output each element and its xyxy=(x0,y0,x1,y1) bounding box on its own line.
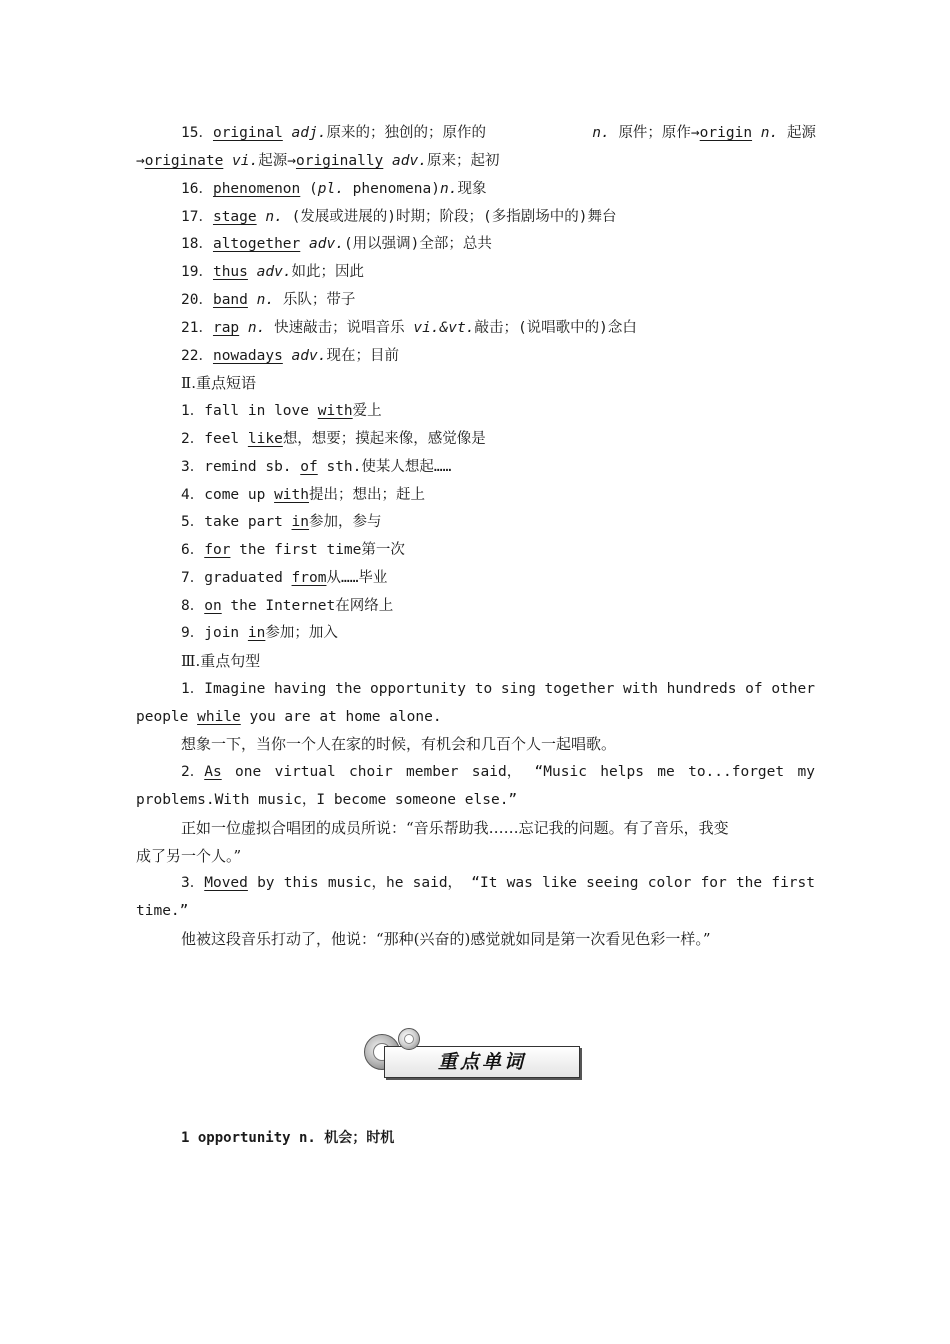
answer-word: Moved xyxy=(204,875,248,891)
word: of xyxy=(745,681,763,697)
word: my xyxy=(797,764,815,780)
word: having xyxy=(274,681,327,697)
meaning: 爱上 xyxy=(352,403,382,419)
word: member xyxy=(406,764,459,780)
word: sing xyxy=(500,681,536,697)
meaning: (发展或进展的)时期；阶段；(多指剧场中的)舞台 xyxy=(291,209,617,225)
meaning: 参加，参与 xyxy=(309,514,382,530)
answer-word: like xyxy=(247,431,283,447)
word: opportunity xyxy=(370,681,467,697)
word: hundreds xyxy=(666,681,737,697)
part-of-speech: adv. xyxy=(256,264,292,280)
part-of-speech: n. xyxy=(439,181,458,197)
section-banner xyxy=(364,1028,584,1082)
answer-word: from xyxy=(291,570,327,586)
answer-word: nowadays xyxy=(212,348,283,364)
answer-word: originally xyxy=(295,153,384,169)
phrase-item xyxy=(181,485,425,505)
meaning: 现象 xyxy=(457,181,487,197)
item-number: 8． xyxy=(181,598,205,614)
phrase-item xyxy=(181,512,382,532)
answer-word: origin xyxy=(699,125,753,141)
meaning: 想，想要；摸起来像，感觉像是 xyxy=(282,431,486,447)
answer-word: thus xyxy=(212,264,248,280)
phrase-text: come up xyxy=(204,487,275,503)
meaning: 提出；想出；赶上 xyxy=(309,487,425,503)
part-of-speech: vi. xyxy=(232,153,259,169)
phrase-text: fall in love xyxy=(204,403,318,419)
vocab-item-20 xyxy=(181,290,355,310)
word: to...forget xyxy=(688,764,785,780)
vocab-entry-heading: 1 opportunity n. 机会；时机 xyxy=(181,1130,395,1146)
part-of-speech: n. xyxy=(247,320,266,336)
item-number: 7． xyxy=(181,570,205,586)
answer-word: with xyxy=(274,487,309,503)
sentence-text: people xyxy=(136,709,198,725)
word: to xyxy=(474,681,493,697)
answer-word: original xyxy=(212,125,283,141)
meaning: 起源→ xyxy=(258,153,296,169)
answer-word: for xyxy=(204,542,231,558)
word: the xyxy=(335,681,362,697)
word: other xyxy=(771,681,815,697)
answer-word: originate xyxy=(144,153,224,169)
banner-title: 重点单词 xyxy=(437,1051,526,1073)
sentence-2-line1 xyxy=(181,762,815,782)
part-of-speech: n. xyxy=(592,125,610,141)
phrase-text: remind sb. xyxy=(204,459,301,475)
part-of-speech: n. xyxy=(265,209,283,225)
answer-word: stage xyxy=(212,209,257,225)
answer-word: phenomenon xyxy=(212,181,301,197)
word: seeing xyxy=(586,875,639,891)
item-number: 2． xyxy=(181,764,205,780)
item-number: 2． xyxy=(181,431,205,447)
word: this xyxy=(283,875,319,891)
item-number: 15． xyxy=(181,125,213,141)
item-number: 5． xyxy=(181,514,205,530)
meaning: 现在；目前 xyxy=(326,348,399,364)
sentence-2-translation-line2: 成了另一个人。” xyxy=(136,847,242,865)
sentence-3-translation: 他被这段音乐打动了，他说：“那种(兴奋的)感觉就如同是第一次看见色彩一样。” xyxy=(181,930,711,948)
vocab-item-18 xyxy=(181,234,492,254)
phrase-item xyxy=(181,457,451,477)
word: helps xyxy=(600,764,644,780)
word: with xyxy=(623,681,658,697)
word: by xyxy=(257,875,275,891)
vocab-item-15-line2 xyxy=(136,151,499,171)
item-number: 18． xyxy=(181,236,213,252)
phrase-item xyxy=(181,596,393,616)
vocab-item-17 xyxy=(181,207,616,227)
sentence-3-line2: time.” xyxy=(136,903,189,919)
meaning: 原件；原作→ xyxy=(618,125,700,141)
word: music，he xyxy=(327,875,404,891)
answer-word: rap xyxy=(212,320,240,336)
phrase-text: take part xyxy=(204,514,292,530)
vocab-item-21 xyxy=(181,318,637,338)
section-heading-sentences: Ⅲ.重点句型 xyxy=(181,652,261,670)
phrase-item xyxy=(181,623,338,643)
part-of-speech: adj. xyxy=(291,125,327,141)
vocab-item-15-line1 xyxy=(136,123,816,143)
word: color xyxy=(647,875,692,891)
item-number: 3． xyxy=(181,459,205,475)
answer-word: in xyxy=(247,625,266,641)
sentence-2-line2: problems.With music，I become someone else.” xyxy=(136,792,518,808)
part-of-speech: vi.&vt. xyxy=(413,320,475,336)
item-number: 20． xyxy=(181,292,213,308)
phrase-item xyxy=(181,429,486,449)
meaning: 如此；因此 xyxy=(291,264,365,280)
part-of-speech: adv. xyxy=(291,348,327,364)
phrase-text: join xyxy=(204,625,248,641)
word: virtual xyxy=(274,764,336,780)
vocab-item-19 xyxy=(181,262,364,282)
meaning: the Internet在网络上 xyxy=(221,598,394,614)
part-of-speech: adv. xyxy=(392,153,427,169)
item-number: 9． xyxy=(181,625,205,641)
item-number: 1． xyxy=(181,403,205,419)
plural-form: phenomena) xyxy=(343,181,440,197)
meaning: 参加；加入 xyxy=(265,625,338,641)
phrase-item xyxy=(181,401,382,421)
arrow: → xyxy=(136,153,145,169)
sentence-text: you are at home alone. xyxy=(240,709,442,725)
word: for xyxy=(700,875,727,891)
plural-open: ( xyxy=(300,181,318,197)
answer-word: of xyxy=(300,459,318,475)
word: one xyxy=(235,764,262,780)
answer-word: As xyxy=(204,764,222,780)
answer-word: altogether xyxy=(212,236,301,252)
word: said， xyxy=(412,875,463,891)
meaning: 原来；起初 xyxy=(426,153,500,169)
part-of-speech: n. xyxy=(256,292,275,308)
phrase-item xyxy=(181,568,387,588)
word: was xyxy=(506,875,533,891)
meaning: the first time第一次 xyxy=(230,542,405,558)
item-number: 17． xyxy=(181,209,213,225)
word: “It xyxy=(471,875,498,891)
meaning: 乐队；带子 xyxy=(282,292,356,308)
meaning: 原来的；独创的；原作的 xyxy=(326,125,486,141)
sentence-3-line1 xyxy=(181,873,815,893)
item-number: 22． xyxy=(181,348,213,364)
vocab-item-16 xyxy=(181,179,486,199)
vocab-item-22 xyxy=(181,346,399,366)
word: first xyxy=(771,875,815,891)
word: together xyxy=(544,681,615,697)
answer-word: while xyxy=(197,709,241,725)
word: me xyxy=(657,764,675,780)
sentence-2-translation-line1: 正如一位虚拟合唱团的成员所说：“音乐帮助我……忘记我的问题。有了音乐，我变 xyxy=(181,819,729,837)
meaning: 敲击；(说唱歌中的)念白 xyxy=(474,320,637,336)
item-number: 6． xyxy=(181,542,205,558)
meaning: 起源 xyxy=(787,125,816,141)
answer-word: with xyxy=(317,403,353,419)
item-number: 16． xyxy=(181,181,213,197)
sentence-1-line2 xyxy=(136,707,442,727)
word: like xyxy=(542,875,577,891)
item-number: 21． xyxy=(181,320,213,336)
phrase-item xyxy=(181,540,405,560)
item-number: 4． xyxy=(181,487,205,503)
answer-word: on xyxy=(204,598,222,614)
banner-small-ring-hole xyxy=(404,1034,414,1044)
section-heading-phrases: Ⅱ.重点短语 xyxy=(181,374,256,392)
answer-word: in xyxy=(291,514,310,530)
meaning: 从……毕业 xyxy=(326,570,388,586)
item-number: 19． xyxy=(181,264,213,280)
meaning: 快速敲击；说唱音乐 xyxy=(274,320,405,336)
word: choir xyxy=(349,764,393,780)
word: 1．Imagine xyxy=(181,681,266,697)
meaning: sth.使某人想起…… xyxy=(317,459,452,475)
plural-label: pl. xyxy=(317,181,344,197)
sentence-1-line1 xyxy=(181,679,815,699)
meaning: (用以强调)全部；总共 xyxy=(343,236,492,252)
phrase-text: feel xyxy=(204,431,248,447)
item-number: 3． xyxy=(181,875,205,891)
word: “Music xyxy=(534,764,587,780)
part-of-speech: n. xyxy=(760,125,779,141)
answer-word: band xyxy=(212,292,248,308)
part-of-speech: adv. xyxy=(309,236,344,252)
word: the xyxy=(735,875,763,891)
phrase-text: graduated xyxy=(204,570,292,586)
word: said， xyxy=(471,764,522,780)
sentence-1-translation: 想象一下，当你一个人在家的时候，有机会和几百个人一起唱歌。 xyxy=(181,735,617,753)
